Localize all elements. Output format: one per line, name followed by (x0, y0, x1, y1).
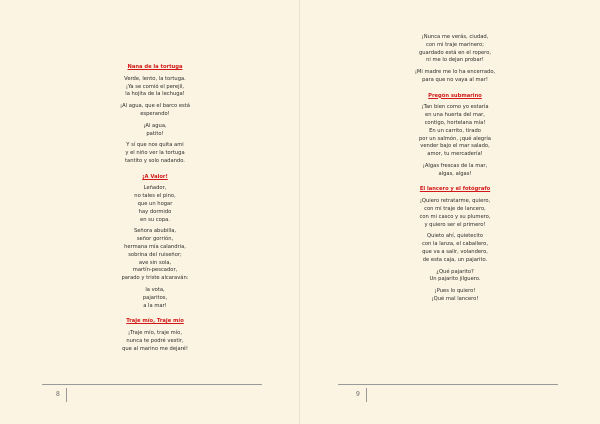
poem-line: pajaritos, (142, 294, 168, 301)
poem-line: Leñador, (143, 185, 167, 192)
poem-line: En un carrito, tirado (429, 127, 481, 134)
poem-line: señor gorrión, (136, 236, 174, 243)
poem-line: ¡Quiero retratarme, quiero, (419, 198, 491, 205)
poem-line: por un salmón, ¡qué alegría (419, 135, 491, 142)
poem-title: ¡A Valor! (142, 173, 168, 180)
poem-line: para que no vaya al mar! (422, 76, 488, 83)
right-page (300, 0, 600, 424)
poem-line: ¡Mi madre me lo ha encerrado, (414, 69, 496, 76)
poem-line: vender bajo el mar salado, (420, 143, 490, 150)
footer-tick (366, 388, 367, 402)
left-poem-column (80, 64, 230, 353)
poem-line: con mi traje de lancero, (424, 205, 486, 212)
poem-line: ¡Traje mío, traje mío, (128, 329, 182, 336)
poem-title: Traje mío, Traje mío (126, 318, 184, 325)
poem-line: que un hogar (137, 200, 173, 207)
poem-line: hermana mía calandria, (124, 243, 186, 250)
poem-line: la vota, (145, 286, 165, 293)
poem-line: parado y triste alcaraván: (121, 275, 189, 282)
poem-line: esperando! (140, 110, 170, 117)
poem-title: El lancero y el fotógrafo (419, 186, 491, 193)
poem-line: Señora abubilla, (133, 228, 177, 235)
poem-line: con la lanza, el caballero, (421, 241, 489, 248)
poem-line: de esta caja, un pajarito. (422, 256, 488, 263)
poem-line: contigo, hortelana mía! (424, 119, 486, 126)
poem-line: Verde, lento, la tortuga. (124, 75, 186, 82)
poem-line: hay dormido (138, 208, 172, 215)
poem-line: y el niño ver la tortuga (125, 150, 185, 157)
footer-tick (66, 388, 67, 402)
poem-line: en una huerta del mar, (425, 112, 485, 119)
poem-title: Nana de la tortuga (127, 64, 183, 70)
poem-line: nunca te podré vestir, (126, 337, 184, 344)
poem-line: martín-pescador, (132, 267, 178, 274)
poem-line: Quieto ahí, quietecito (426, 233, 483, 240)
right-poem-column (380, 34, 530, 304)
poem-line: ¡Algas frescas de la mar, (422, 162, 488, 169)
poem-line: algas, algas! (438, 170, 472, 177)
poem-line: ¡Nunca me verás, ciudad, (421, 34, 489, 40)
poem-line: Y sí que nos quita ami (126, 142, 184, 149)
page-number: 9 (356, 391, 360, 398)
poem-line: que va a salir, volandero, (422, 248, 488, 255)
poem-line: Un pajarito jilguero. (429, 276, 481, 283)
page-number: 8 (56, 391, 60, 398)
poem-line: ¡Ya se comió el perejil, (125, 83, 185, 90)
poem-line: ni me lo dejan probar! (426, 57, 484, 64)
poem-line: ¡Pues lo quiero! (434, 288, 476, 295)
section-gap (80, 166, 230, 174)
poem-line: ¡Qué mal lancero! (431, 295, 479, 302)
poem-line: que al marino me dejaré! (122, 345, 188, 352)
poem-line: patito! (146, 130, 164, 137)
poem-line: no tales el pino, (134, 193, 176, 200)
poem-line: ¡Al agua, (143, 122, 167, 129)
poem-line: a la mar! (143, 302, 167, 309)
footer-rule (338, 384, 558, 385)
section-gap (380, 85, 530, 93)
poem-line: amor, tu mercadería! (427, 151, 483, 158)
poem-line: y quiero ser el primero! (424, 221, 486, 228)
poem-line: ¡Al agua, que el barco está (120, 103, 190, 110)
poem-line: ave sin sola, (138, 259, 172, 266)
poem-line: ¿Qué pajarito? (436, 268, 474, 275)
footer-rule (42, 384, 262, 385)
poem-line: guardado está en el ropero, (418, 49, 492, 56)
poem-line: en su copa. (140, 216, 170, 223)
poem-line: ¡Tan bien como yo estaría (421, 104, 489, 111)
poem-line: tantito y solo nadando. (125, 157, 185, 164)
poem-line: la hojita de la lechuga! (125, 91, 185, 98)
poem-line: con mi traje marinero; (426, 41, 484, 48)
poem-title: Pregón submarino (428, 92, 482, 99)
poem-line: con mi casco y su plumero, (419, 213, 491, 220)
section-gap (80, 310, 230, 318)
poem-line: sobrina del ruiseñor; (128, 251, 182, 258)
